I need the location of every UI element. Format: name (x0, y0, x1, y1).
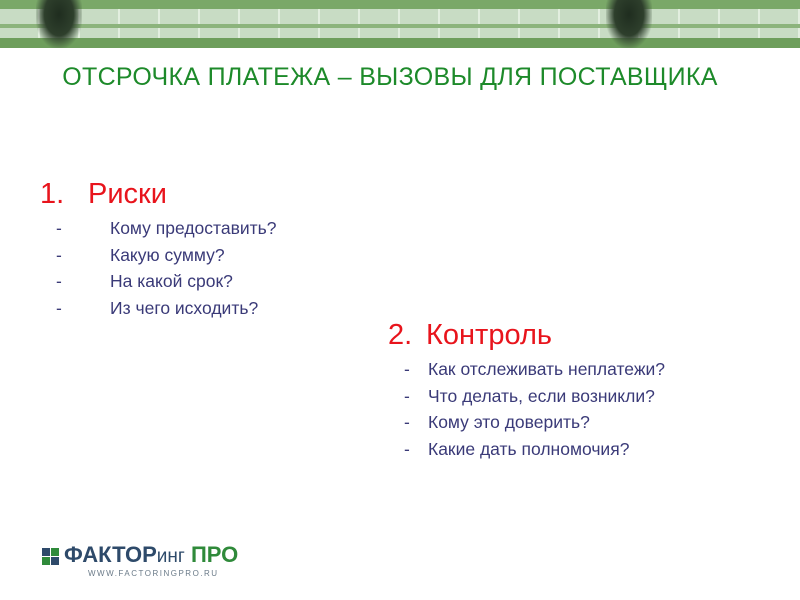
bullet-dash: - (404, 438, 410, 459)
list-item (56, 268, 277, 295)
list-item (56, 215, 277, 242)
list-item-text: Что делать, если возникли? (428, 385, 655, 406)
banner-person-silhouette (36, 0, 82, 48)
banner-stripe (0, 38, 800, 48)
section-number: 1. (40, 178, 65, 210)
banner-stripe (0, 0, 800, 9)
banner-stripe (0, 24, 800, 28)
slide-title: ОТСРОЧКА ПЛАТЕЖА – ВЫЗОВЫ ДЛЯ ПОСТАВЩИКА (62, 63, 718, 91)
logo-mark-icon (42, 544, 62, 564)
list-item-text: На какой срок? (110, 271, 233, 291)
list-item-text: Какие дать полномочия? (428, 438, 630, 459)
factoring-pro-logo (42, 542, 262, 582)
bullet-dash: - (56, 244, 62, 265)
bullet-dash: - (56, 218, 62, 238)
bullet-dash: - (56, 297, 62, 318)
question-list (40, 215, 277, 321)
list-item (56, 242, 277, 269)
bullet-dash: - (404, 359, 410, 379)
section-number: 2. (388, 319, 413, 351)
section-control (388, 318, 665, 462)
bullet-dash: - (56, 271, 62, 291)
bullet-dash: - (404, 412, 410, 432)
list-item-text: Из чего исходить? (110, 297, 259, 318)
list-item (404, 409, 665, 436)
logo-url: WWW.FACTORINGPRO.RU (88, 569, 219, 578)
section-title: Контроль (426, 319, 552, 351)
logo-text-part: ФАКТОР (64, 542, 157, 567)
list-item (56, 295, 277, 322)
list-item-text: Какую сумму? (110, 244, 225, 265)
header-banner-image (0, 0, 800, 48)
list-item-text: Как отслеживать неплатежи? (428, 359, 666, 379)
section-heading (40, 177, 277, 211)
list-item (404, 356, 665, 383)
section-risks (40, 177, 277, 321)
list-item-text: Кому предоставить? (110, 218, 277, 238)
section-heading (388, 318, 665, 352)
list-item (404, 383, 665, 410)
logo-wordmark (64, 542, 238, 570)
question-list (388, 356, 665, 462)
logo-text-part: инг (156, 546, 185, 567)
section-title: Риски (88, 178, 167, 210)
list-item (404, 436, 665, 463)
list-item-text: Кому это доверить? (428, 412, 590, 432)
logo-text-part: ПРО (184, 542, 239, 567)
banner-person-silhouette (606, 0, 652, 48)
bullet-dash: - (404, 385, 410, 406)
